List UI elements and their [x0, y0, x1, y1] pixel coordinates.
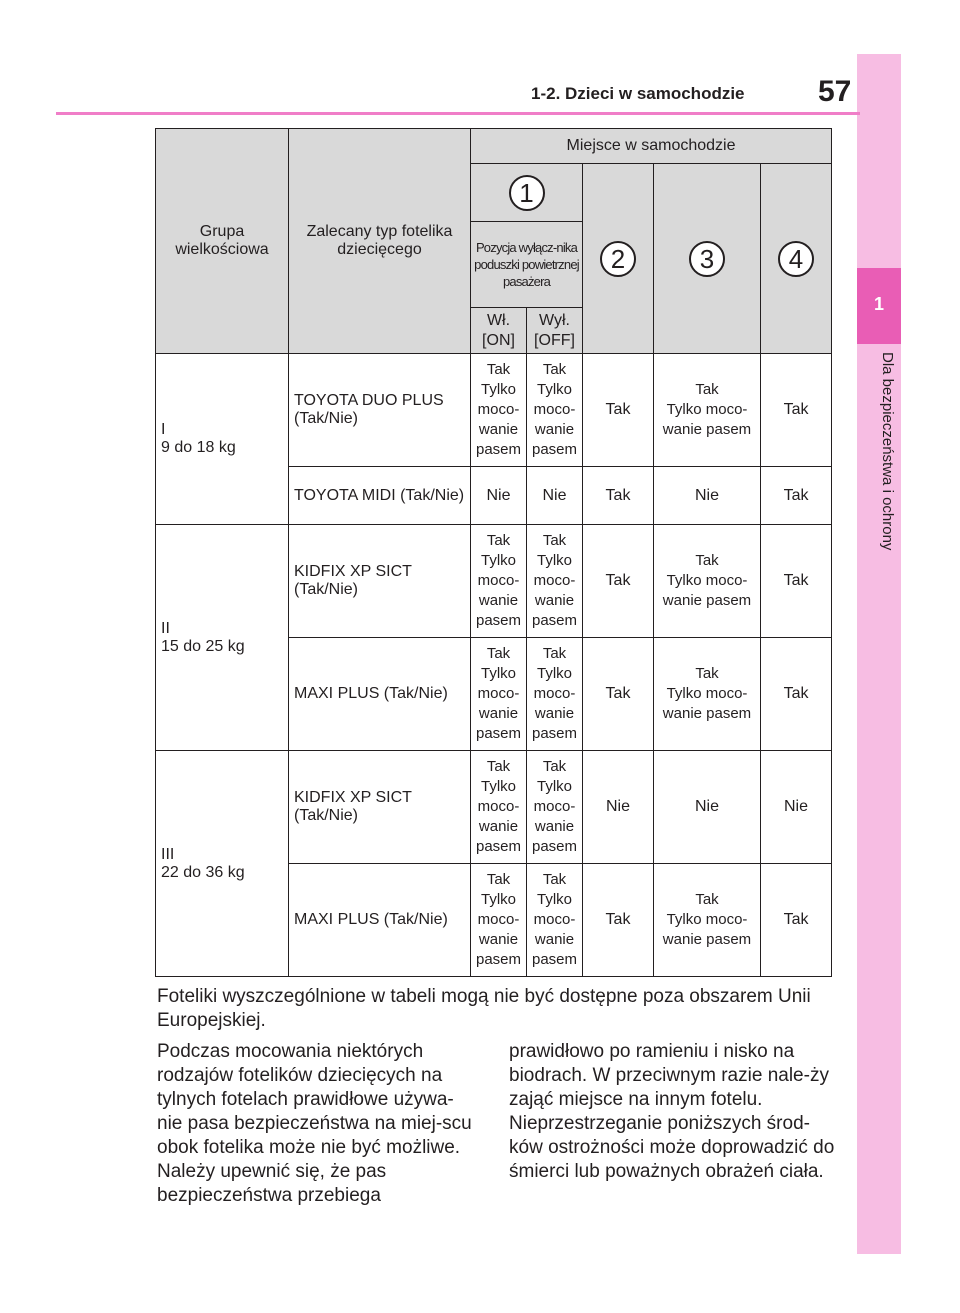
- seat-3-cell: [654, 638, 761, 751]
- airbag-on-label: Wł. [ON]: [471, 308, 527, 354]
- section-title: 1-2. Dzieci w samochodzie: [531, 84, 745, 103]
- seat-2-header: [583, 164, 654, 354]
- on-cell: [471, 525, 527, 638]
- value-sub: Tylko moco-wanie pasem: [662, 911, 752, 948]
- seat-number-2: 2: [600, 241, 636, 277]
- off-cell: [527, 354, 583, 467]
- side-tab-label: Dla bezpieczeństwa i ochrony: [879, 352, 896, 551]
- table-row: [156, 525, 832, 638]
- value-sub: Tylko moco-wanie pasem: [531, 552, 578, 629]
- value-top: Tak: [542, 532, 567, 549]
- seat-4-header: [761, 164, 832, 354]
- child-seat-table: [155, 128, 832, 977]
- seat-3-cell: Nie: [654, 467, 761, 525]
- seat-number-3: 3: [689, 241, 725, 277]
- page-number: 57: [818, 75, 852, 108]
- off-cell: [527, 638, 583, 751]
- seat-4-cell: Tak: [761, 354, 832, 467]
- body-text-column-2: prawidłowo po ramieniu i nisko na biodrach. W przeciwnym razie nale-ży zająć miejsce na innym fotelu. Nieprzestrzeganie poniższych środ-ków ostrożności może doprowadzić do śmierci lub poważnych obrażeń ciała.: [509, 1041, 835, 1182]
- value-sub: Tylko moco-wanie pasem: [662, 572, 752, 609]
- table-row: [156, 354, 832, 467]
- value-sub: Tylko moco-wanie pasem: [662, 685, 752, 722]
- off-cell: [527, 864, 583, 977]
- seat-2-cell: Tak: [583, 467, 654, 525]
- side-tab: [857, 54, 901, 1254]
- header-rule: [56, 112, 860, 115]
- on-cell: Nie: [471, 467, 527, 525]
- seat-number-1: 1: [509, 175, 545, 211]
- seat-4-cell: Tak: [761, 467, 832, 525]
- on-cell: [471, 751, 527, 864]
- seat-2-cell: Tak: [583, 354, 654, 467]
- table-row: [156, 751, 832, 864]
- availability-note: Foteliki wyszczególnione w tabeli mogą nie być dostępne poza obszarem Unii Europejskiej.: [157, 986, 811, 1031]
- seat-4-cell: Nie: [761, 751, 832, 864]
- seat-type-cell: TOYOTA DUO PLUS (Tak/Nie): [289, 354, 471, 467]
- value-top: Tak: [695, 891, 719, 908]
- seat-3-cell: [654, 354, 761, 467]
- group-cell: III 22 do 36 kg: [156, 751, 289, 977]
- seat-number-4: 4: [778, 241, 814, 277]
- on-cell: [471, 354, 527, 467]
- seat-4-cell: Tak: [761, 638, 832, 751]
- seat-2-cell: Tak: [583, 525, 654, 638]
- header-place: Miejsce w samochodzie: [471, 129, 832, 164]
- seat-type-cell: MAXI PLUS (Tak/Nie): [289, 638, 471, 751]
- header-seat-type: Zalecany typ fotelika dziecięcego: [289, 129, 471, 354]
- off-cell: [527, 751, 583, 864]
- seat-type-cell: MAXI PLUS (Tak/Nie): [289, 864, 471, 977]
- group-cell: I 9 do 18 kg: [156, 354, 289, 525]
- value-top: Tak: [542, 361, 567, 378]
- value-top: Tak: [486, 758, 511, 775]
- off-cell: [527, 525, 583, 638]
- seat-2-cell: Nie: [583, 751, 654, 864]
- value-sub: Tylko moco-wanie pasem: [475, 891, 522, 968]
- value-sub: Tylko moco-wanie pasem: [531, 891, 578, 968]
- value-sub: Tylko moco-wanie pasem: [475, 552, 522, 629]
- seat-type-cell: KIDFIX XP SICT (Tak/Nie): [289, 525, 471, 638]
- value-sub: Tylko moco-wanie pasem: [531, 665, 578, 742]
- seat-2-cell: Tak: [583, 864, 654, 977]
- airbag-off-label: Wył. [OFF]: [527, 308, 583, 354]
- seat-type-cell: KIDFIX XP SICT (Tak/Nie): [289, 751, 471, 864]
- value-sub: Tylko moco-wanie pasem: [475, 778, 522, 855]
- seat-3-header: [654, 164, 761, 354]
- seat-2-cell: Tak: [583, 638, 654, 751]
- header-group: Grupa wielkościowa: [156, 129, 289, 354]
- airbag-switch-position-label: Pozycja wyłącz-nika poduszki powietrznej pasażera: [471, 222, 583, 308]
- value-sub: Tylko moco-wanie pasem: [475, 381, 522, 458]
- value-top: Tak: [542, 871, 567, 888]
- value-top: Tak: [542, 645, 567, 662]
- value-sub: Tylko moco-wanie pasem: [531, 778, 578, 855]
- group-cell: II 15 do 25 kg: [156, 525, 289, 751]
- seat-type-cell: TOYOTA MIDI (Tak/Nie): [289, 467, 471, 525]
- value-sub: Tylko moco-wanie pasem: [475, 665, 522, 742]
- value-top: Tak: [486, 361, 511, 378]
- side-tab-number: 1: [873, 294, 884, 314]
- value-top: Tak: [695, 381, 719, 398]
- seat-4-cell: Tak: [761, 864, 832, 977]
- value-top: Tak: [486, 645, 511, 662]
- value-top: Tak: [486, 532, 511, 549]
- value-top: Tak: [486, 871, 511, 888]
- value-top: Tak: [695, 552, 719, 569]
- on-cell: [471, 638, 527, 751]
- on-cell: [471, 864, 527, 977]
- off-cell: Nie: [527, 467, 583, 525]
- value-sub: Tylko moco-wanie pasem: [531, 381, 578, 458]
- seat-3-cell: Nie: [654, 751, 761, 864]
- seat-1-header: [471, 164, 583, 222]
- value-sub: Tylko moco-wanie pasem: [662, 401, 752, 438]
- seat-4-cell: Tak: [761, 525, 832, 638]
- body-text-column-1: Podczas mocowania niektórych rodzajów fotelików dziecięcych na tylnych fotelach prawidłowe używa-nie pasa bezpieczeństwa na miej-scu obok fotelika może nie być możliwe. Należy upewnić się, że pas bezpieczeństwa przebiega: [157, 1041, 472, 1206]
- seat-3-cell: [654, 525, 761, 638]
- value-top: Tak: [542, 758, 567, 775]
- seat-3-cell: [654, 864, 761, 977]
- value-top: Tak: [695, 665, 719, 682]
